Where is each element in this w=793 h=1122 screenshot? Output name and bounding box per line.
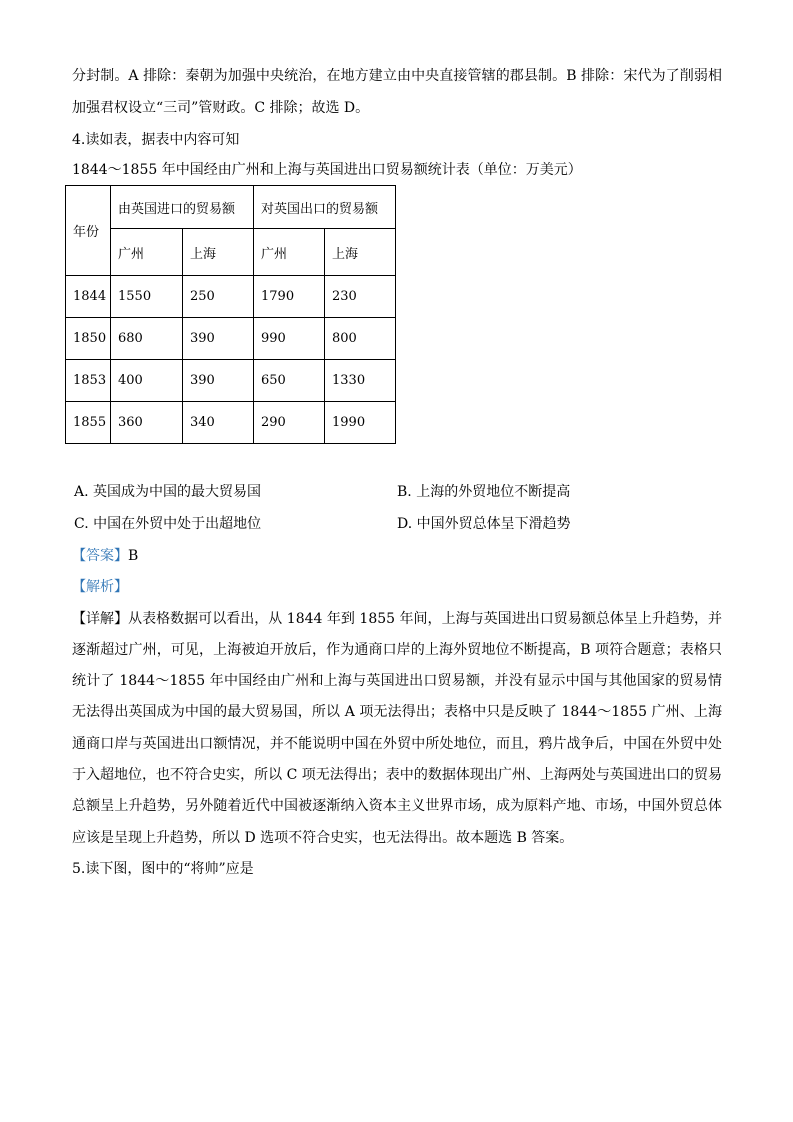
option-c: C. 中国在外贸中处于出超地位 bbox=[74, 516, 262, 532]
import-header: 由英国进口的贸易额 bbox=[111, 186, 254, 229]
sub-header: 上海 bbox=[325, 229, 396, 276]
value-cell: 340 bbox=[183, 402, 254, 444]
detail-line: 统计了 1844～1855 年中国经由广州和上海与英国进出口贸易额，并没有显示中国与其他国家的贸易情 bbox=[72, 673, 722, 689]
answer-line bbox=[72, 546, 138, 566]
value-cell: 680 bbox=[111, 318, 183, 360]
detail-line: 通商口岸与英国进出口额情况，并不能说明中国在外贸中所处地位，而且，鸦片战争后，中国在外贸中处 bbox=[72, 736, 722, 752]
value-cell: 800 bbox=[325, 318, 396, 360]
value-cell: 390 bbox=[183, 318, 254, 360]
sub-header: 广州 bbox=[254, 229, 325, 276]
value-cell: 650 bbox=[254, 360, 325, 402]
prev-answer-line-2: 加强君权设立“三司”管财政。C 排除；故选 D。 bbox=[72, 100, 370, 116]
table-row bbox=[66, 360, 396, 402]
answer-value: B bbox=[128, 548, 139, 564]
detail-line: 逐渐超过广州，可见，上海被迫开放后，作为通商口岸的上海外贸地位不断提高，B 项符合题意；表格只 bbox=[72, 642, 722, 658]
year-cell: 1844 bbox=[66, 276, 111, 318]
table-row bbox=[66, 318, 396, 360]
year-header: 年份 bbox=[66, 186, 111, 276]
answer-label: 【答案】 bbox=[72, 548, 128, 564]
table-caption: 1844～1855 年中国经由广州和上海与英国进出口贸易额统计表（单位：万美元） bbox=[72, 162, 582, 178]
option-a: A. 英国成为中国的最大贸易国 bbox=[74, 484, 262, 500]
detail-line: 总额呈上升趋势，另外随着近代中国被逐渐纳入资本主义世界市场，成为原料产地、市场，中国外贸总体 bbox=[72, 798, 722, 814]
value-cell: 1790 bbox=[254, 276, 325, 318]
value-cell: 230 bbox=[325, 276, 396, 318]
detail-line: 应该是呈现上升趋势，所以 D 选项不符合史实，也无法得出。故本题选 B 答案。 bbox=[72, 830, 574, 846]
value-cell: 250 bbox=[183, 276, 254, 318]
detail-line: 于入超地位，也不符合史实，所以 C 项无法得出；表中的数据体现出广州、上海两处与英国进出口的贸易 bbox=[72, 767, 722, 783]
table-row bbox=[66, 402, 396, 444]
year-cell: 1850 bbox=[66, 318, 111, 360]
value-cell: 400 bbox=[111, 360, 183, 402]
question-5-stem: 5.读下图，图中的“将帅”应是 bbox=[72, 861, 254, 877]
sub-header: 广州 bbox=[111, 229, 183, 276]
prev-answer-line-1: 分封制。A 排除：秦朝为加强中央统治，在地方建立由中央直接管辖的郡县制。B 排除：宋代为了削弱相 bbox=[72, 68, 722, 84]
analysis-label: 【解析】 bbox=[72, 579, 128, 595]
question-4-stem: 4.读如表，据表中内容可知 bbox=[72, 132, 240, 148]
sub-header: 上海 bbox=[183, 229, 254, 276]
year-cell: 1855 bbox=[66, 402, 111, 444]
value-cell: 990 bbox=[254, 318, 325, 360]
trade-table bbox=[65, 185, 396, 444]
detail-line: 无法得出英国成为中国的最大贸易国，所以 A 项无法得出；表格中只是反映了 1844～1855 广州、上海 bbox=[72, 704, 722, 720]
table-row bbox=[66, 276, 396, 318]
value-cell: 1550 bbox=[111, 276, 183, 318]
option-b: B. 上海的外贸地位不断提高 bbox=[397, 484, 571, 500]
export-header: 对英国出口的贸易额 bbox=[254, 186, 396, 229]
value-cell: 1330 bbox=[325, 360, 396, 402]
option-d: D. 中国外贸总体呈下滑趋势 bbox=[397, 516, 571, 532]
value-cell: 390 bbox=[183, 360, 254, 402]
year-cell: 1853 bbox=[66, 360, 111, 402]
detail-line: 【详解】从表格数据可以看出，从 1844 年到 1855 年间，上海与英国进出口贸易额总体呈上升趋势，并 bbox=[72, 611, 722, 627]
value-cell: 1990 bbox=[325, 402, 396, 444]
value-cell: 360 bbox=[111, 402, 183, 444]
value-cell: 290 bbox=[254, 402, 325, 444]
